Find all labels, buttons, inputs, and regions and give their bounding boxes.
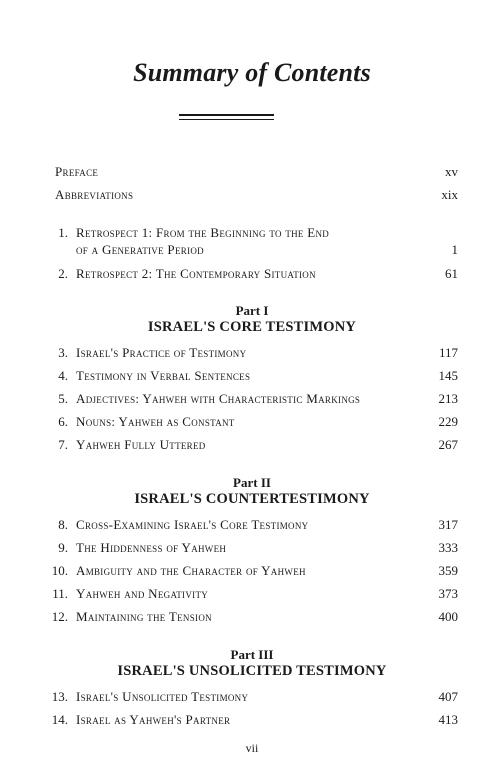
toc-entry-preface[interactable] xyxy=(0,164,504,182)
entry-title: Israel's Practice of Testimony xyxy=(76,345,247,360)
toc-entry-chapter-7[interactable] xyxy=(0,437,504,455)
entry-number: 11. xyxy=(52,586,68,601)
entry-title-continued: of a Generative Period xyxy=(76,242,204,257)
entry-page: 1 xyxy=(451,242,458,257)
entry-page: 117 xyxy=(438,345,458,360)
toc-entry-abbreviations[interactable] xyxy=(0,187,504,205)
entry-title: The Hiddenness of Yahweh xyxy=(76,540,227,555)
page-title: Summary of Contents xyxy=(133,58,371,87)
entry-page: 407 xyxy=(438,689,458,704)
entry-page: 400 xyxy=(438,609,458,624)
entry-page: 359 xyxy=(438,563,458,578)
page-number: vii xyxy=(245,741,259,755)
toc-entry-chapter-8[interactable] xyxy=(0,517,504,535)
toc-entry-chapter-11[interactable] xyxy=(0,586,504,604)
entry-title: Nouns: Yahweh as Constant xyxy=(76,414,235,429)
entry-number: 1. xyxy=(58,225,68,240)
entry-title: Israel's Unsolicited Testimony xyxy=(76,689,249,704)
entry-title: Preface xyxy=(55,164,99,179)
toc-entry-chapter-14[interactable] xyxy=(0,712,504,730)
entry-title: Retrospect 2: The Contemporary Situation xyxy=(76,266,316,281)
entry-title: Adjectives: Yahweh with Characteristic Markings xyxy=(76,391,361,406)
toc-entry-chapter-12[interactable] xyxy=(0,609,504,627)
entry-number: 14. xyxy=(51,712,68,727)
toc-entry-chapter-4[interactable] xyxy=(0,368,504,386)
part-label: Part III xyxy=(230,647,274,662)
entry-page: 145 xyxy=(438,368,458,383)
part-label: Part II xyxy=(233,475,271,490)
entry-page: 413 xyxy=(438,712,458,727)
entry-title: Maintaining the Tension xyxy=(76,609,212,624)
entry-page: xix xyxy=(441,187,458,202)
toc-entry-retrospect-1-cont[interactable] xyxy=(0,242,504,260)
entry-title: Testimony in Verbal Sentences xyxy=(76,368,251,383)
entry-title: Cross-Examining Israel's Core Testimony xyxy=(76,517,309,532)
title-rule-bottom xyxy=(179,119,274,120)
entry-title: Ambiguity and the Character of Yahweh xyxy=(76,563,306,578)
part-title: ISRAEL'S UNSOLICITED TESTIMONY xyxy=(117,663,387,679)
part-title: ISRAEL'S CORE TESTIMONY xyxy=(147,319,357,335)
part-title: ISRAEL'S COUNTERTESTIMONY xyxy=(134,491,370,507)
entry-number: 5. xyxy=(58,391,68,406)
title-rule-top xyxy=(179,114,274,116)
entry-page: 317 xyxy=(438,517,458,532)
entry-page: 333 xyxy=(438,540,458,555)
entry-page: 373 xyxy=(438,586,458,601)
entry-number: 9. xyxy=(58,540,68,555)
toc-entry-chapter-9[interactable] xyxy=(0,540,504,558)
toc-entry-retrospect-1[interactable] xyxy=(0,225,504,243)
entry-page: xv xyxy=(445,164,458,179)
toc-entry-retrospect-2[interactable] xyxy=(0,266,504,284)
part-label: Part I xyxy=(235,303,269,318)
entry-number: 10. xyxy=(51,563,68,578)
entry-number: 8. xyxy=(58,517,68,532)
entry-number: 4. xyxy=(58,368,68,383)
toc-entry-chapter-13[interactable] xyxy=(0,689,504,707)
entry-title: Israel as Yahweh's Partner xyxy=(76,712,231,727)
toc-entry-chapter-3[interactable] xyxy=(0,345,504,363)
entry-number: 3. xyxy=(58,345,68,360)
entry-number: 12. xyxy=(51,609,68,624)
entry-number: 6. xyxy=(58,414,68,429)
entry-page: 267 xyxy=(438,437,458,452)
toc-entry-chapter-5[interactable] xyxy=(0,391,504,409)
entry-title: Yahweh and Negativity xyxy=(76,586,209,601)
entry-page: 213 xyxy=(438,391,458,406)
toc-entry-chapter-10[interactable] xyxy=(0,563,504,581)
entry-title: Retrospect 1: From the Beginning to the End xyxy=(76,225,330,240)
entry-page: 61 xyxy=(445,266,458,281)
entry-title: Yahweh Fully Uttered xyxy=(76,437,206,452)
entry-number: 13. xyxy=(51,689,68,704)
entry-title: Abbreviations xyxy=(55,187,134,202)
entry-number: 2. xyxy=(58,266,68,281)
toc-entry-chapter-6[interactable] xyxy=(0,414,504,432)
entry-number: 7. xyxy=(58,437,68,452)
entry-page: 229 xyxy=(438,414,458,429)
